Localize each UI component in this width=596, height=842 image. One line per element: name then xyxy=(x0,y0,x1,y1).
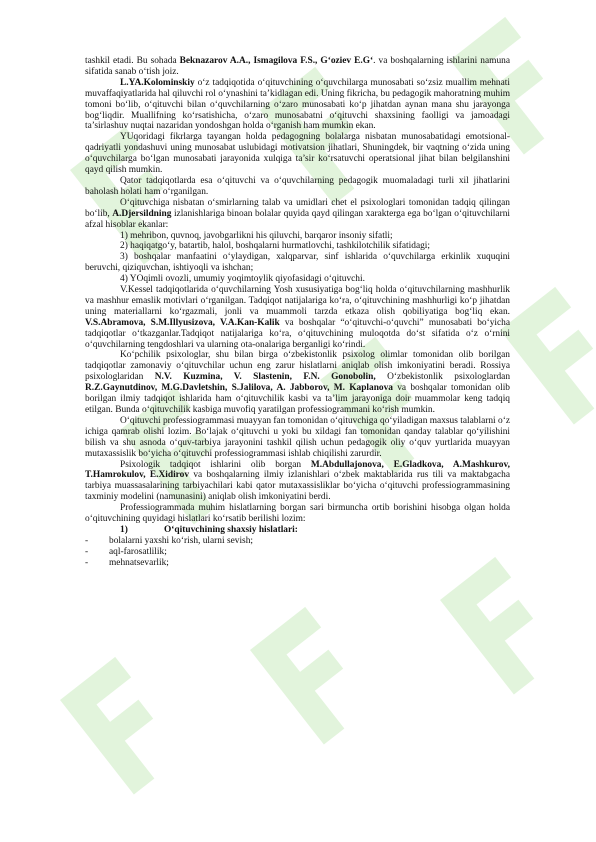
dash-bullet: - xyxy=(85,546,89,557)
author-names: L.YA.Kolominskiy xyxy=(120,77,195,88)
text: va boshqalar “o‘qituvchi-o‘quvchi” munosabati bo‘yicha tadqiqotlar o‘tkazganlar.Tadqiqot natijalariga ko‘ra, o‘qituvchining muloqotda do‘st sifatida o‘z o‘rnini o‘quvchilarning tengdoshlari va ularning ota-onalariga berganligi ko‘rindi. xyxy=(85,317,510,350)
section-heading xyxy=(85,525,510,536)
list-item: 4) YOqimli ovozli, umumiy yoqimtoylik qiyofasidagi o‘qituvchi. xyxy=(120,274,365,285)
paragraph-2 xyxy=(85,78,510,133)
author-names: M.Abdullajonova, E.Gladkova, A.Mashkurov, T.Hamrokulov, E.Xidirov xyxy=(85,459,511,481)
bullet-item xyxy=(85,536,510,547)
author-names: V.S.Abramova, S.M.Illyusizova, V.A.Kan-Kalik xyxy=(85,317,280,328)
text: . va boshqalarning ishlarini namuna sifatida sanab o‘tish joiz. xyxy=(85,56,510,77)
paragraph-10: Professiogrammada muhim hislatlarning borgan sari birmuncha ortib borishini hisobga olgan holda o‘qituvchining quyidagi hislatlari ko‘rsatib berilishi lozim: xyxy=(85,503,510,525)
dash-bullet: - xyxy=(85,557,89,568)
text: Ko‘pchilik psixologlar, shu bilan birga o‘zbekistonlik psixolog olimlar tomonidan olib borilgan tadqiqotlar zamonaviy o‘qituvchilar uchun eng zarur hislatlarni aniqlab olish imkoniyatini beradi. Rossiya psixologlaridan xyxy=(85,350,510,383)
heading-number: 1) xyxy=(120,524,128,535)
list-item: 1) mehribon, quvnoq, javobgarlikni his qiluvchi, barqaror insoniy sifatli; xyxy=(120,230,393,241)
author-names: N.V. Kuzmina, V. Slastenin, F.N. Gonobolin, xyxy=(154,372,376,383)
author-names: Beknazarov A.A., Ismagilova F.S., G‘oziev E.G‘ xyxy=(179,56,374,66)
bullet-text: bolalarni yaxshi ko‘rish, ularni sevish; xyxy=(109,535,253,546)
bullet-item xyxy=(85,558,510,569)
paragraph-1 xyxy=(85,56,510,78)
text: o‘z tadqiqotida o‘qituvchining o‘quvchilarga munosabati so‘zsiz muallim mehnati muvaffaqiyatlarida hal qiluvchi rol o‘ynashini ta’kidlagan edi. Uning fikricha, bu pedagogik mahoratning muhim tomoni bo‘lib, o‘qituvchi bilan o‘quvchilarning o‘zaro munosabati ko‘p jihatdan aynan mana shu jarayonga bog‘liqdir. Muallifning ko‘rsatishicha, o‘zaro munosabatni o‘qituvchi shaxsining faolligi va jamoadagi ta’sirlashuv nuqtai nazaridan yondoshgan holda o‘rganish ham mumkin ekan. xyxy=(85,77,510,132)
paragraph-8: O‘qituvchi professiogrammasi muayyan fan tomonidan o‘qituvchiga qo‘yiladigan maxsus talablarni o‘z ichiga qamrab olishi lozim. Bo‘lajak o‘qituvchi u yoki bu xildagi fan tomonidan qanday talablar qo‘yilishini bilish va shu asnoda o‘quv-tarbiya jarayonini tashkil qilish uchun pedagogik oliy o‘quv yurtlarida muayyan mutaxassislik bo‘yicha o‘qituvchi professiogrammasi ishlab chiqilishi zarurdir. xyxy=(85,415,510,459)
bullet-text: aql-farosatlilik; xyxy=(109,546,167,557)
list-item: 3) boshqalar manfaatini o‘ylaydigan, xalqparvar, sinf ishlarida o‘quvchilarga erkinlik xuquqini beruvchi, qiziquvchan, ishtiyoqli va ishchan; xyxy=(85,252,510,274)
paragraph-5 xyxy=(85,198,510,231)
bullet-text: mehnatsevarlik; xyxy=(109,557,169,568)
dash-bullet: - xyxy=(85,535,89,546)
paragraph-3: YUqoridagi fikrlarga tayangan holda pedagogning bolalarga nisbatan munosabatidagi emotsional-qadriyatli yondashuvi uning munosabat uslubidagi motivatsion jihatlari, Shuningdek, bir vaqtning o‘zida uning o‘quvchilarga bo‘lgan munosabati jarayonida xulqiga ta’sir ko‘rsatuvchi operatsional jihat bilan belgilanshini qayd qilish mumkin. xyxy=(85,132,510,176)
bullet-item xyxy=(85,547,510,558)
author-names: A.Djersildning xyxy=(112,208,172,219)
text: O‘zbekistonlik psixologlardan xyxy=(375,372,511,383)
paragraph-7 xyxy=(85,350,510,415)
document-body xyxy=(85,56,510,569)
text: V.Kessel tadqiqotlarida o‘quvchilarning Yosh xususiyatiga bog‘liq holda o‘qituvchilarning mashhurlik va mashhur emaslik motivlari o‘rganilgan. Tadqiqot natijalariga ko‘ra, o‘qituvchining mashhurligi ko‘p jihatdan uning materiallarni ko‘rgazmali, jonli va muammoli tarzda etkaza olish qobiliyatiga bog‘liq ekan. xyxy=(85,285,510,317)
heading-text: O‘qituvchining shaxsiy hislatlari: xyxy=(164,524,298,535)
author-names: R.Z.Gaynutdinov, M.G.Davletshin, S.Jalilova, A. Jabborov, M. Kaplanova xyxy=(85,383,393,394)
watermark-logo-8 xyxy=(250,607,379,745)
paragraph-9 xyxy=(85,460,510,504)
text: O‘qituvchiga nisbatan o‘smirlarning talab va umidlari chet el psixologlari tomonidan tadqiq qilingan bo‘lib, xyxy=(85,197,510,219)
paragraph-6 xyxy=(85,285,510,350)
text: izlanishlariga binoan bolalar quyida qayd qilingan xarakterga ega bo‘lgan o‘qituvchilarni afzal hisoblar ekanlar: xyxy=(85,208,510,230)
list-item: 2) haqiqatgo‘y, batartib, halol, boshqalarni hurmatlovchi, tashkilotchilik sifatidagi; xyxy=(120,241,430,252)
paragraph-4: Qator tadqiqotlarda esa o‘qituvchi va o‘quvchilarning pedagogik muomaladagi turli xil jihatlarini baholash holati ham o‘rganilgan. xyxy=(85,175,510,197)
watermark-logo-7 xyxy=(60,657,189,795)
watermark-logo-6 xyxy=(500,287,596,425)
text: tashkil etadi. Bu sohada xyxy=(85,56,180,66)
text: va boshqalar tomonidan olib borilgan ilmiy tadqiqot ishlarida ham o‘qituvchilik kasbi va ta’lim jarayoniga doir muammolar keng tadqiq etilgan. Bunda o‘qituvchilik kasbiga muvofiq yaratilgan professiogrammani ko‘rish mumkin. xyxy=(85,383,510,415)
text: va boshqalarning ilmiy izlanishlari o‘zbek maktablarida rus tili va maktabgacha tarbiya muassasalarining tarbiyachilari kabi qator mutaxassisliklar bo‘yicha o‘qituvchi professiogrammasining taxminiy modelini (namunasini) aniqlab olish imkoniyatini berdi. xyxy=(85,470,511,503)
watermark-logo-9 xyxy=(440,557,569,695)
text: Psixologik tadqiqot ishlarini olib borgan xyxy=(120,459,311,470)
